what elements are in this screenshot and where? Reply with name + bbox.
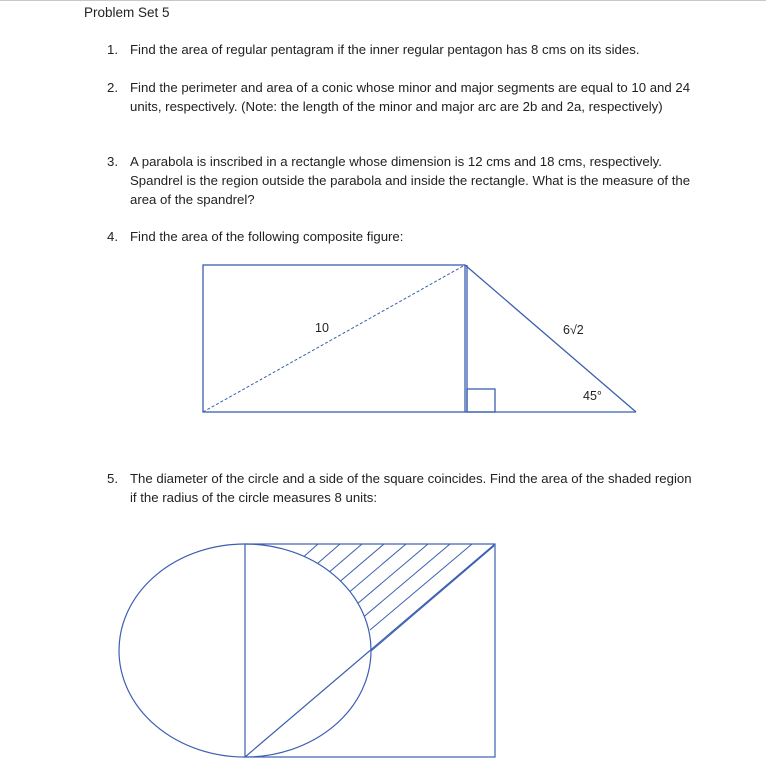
angle-label: 45° (583, 389, 602, 403)
question-number: 1. (107, 42, 118, 57)
question-number: 3. (107, 154, 118, 169)
square-diagonal (245, 544, 495, 757)
question-number: 4. (107, 229, 118, 244)
question-text: Find the perimeter and area of a conic whose minor and major segments are equal to 10 and 24 units, respectively. (Note: the length of the minor and major arc are 2b and 2a, respectively) (130, 80, 691, 114)
page-title: Problem Set 5 (84, 5, 170, 20)
question-number: 2. (107, 80, 118, 95)
question-text: Find the area of regular pentagram if the inner regular pentagon has 8 cms on its sides. (130, 42, 640, 57)
question-text: A parabola is inscribed in a rectangle whose dimension is 12 cms and 18 cms, respectively. Spandrel is the region outside the parabola and inside the rectangle. What is the measure of the area of the spandrel? (130, 154, 691, 207)
hypotenuse-label: 6√2 (563, 323, 584, 337)
question-number: 5. (107, 471, 118, 486)
diagonal-label: 10 (315, 321, 329, 335)
question-text: The diameter of the circle and a side of the square coincides. Find the area of the shaded region if the radius of the circle measures 8 units: (130, 471, 692, 505)
question-text: Find the area of the following composite figure: (130, 229, 404, 244)
